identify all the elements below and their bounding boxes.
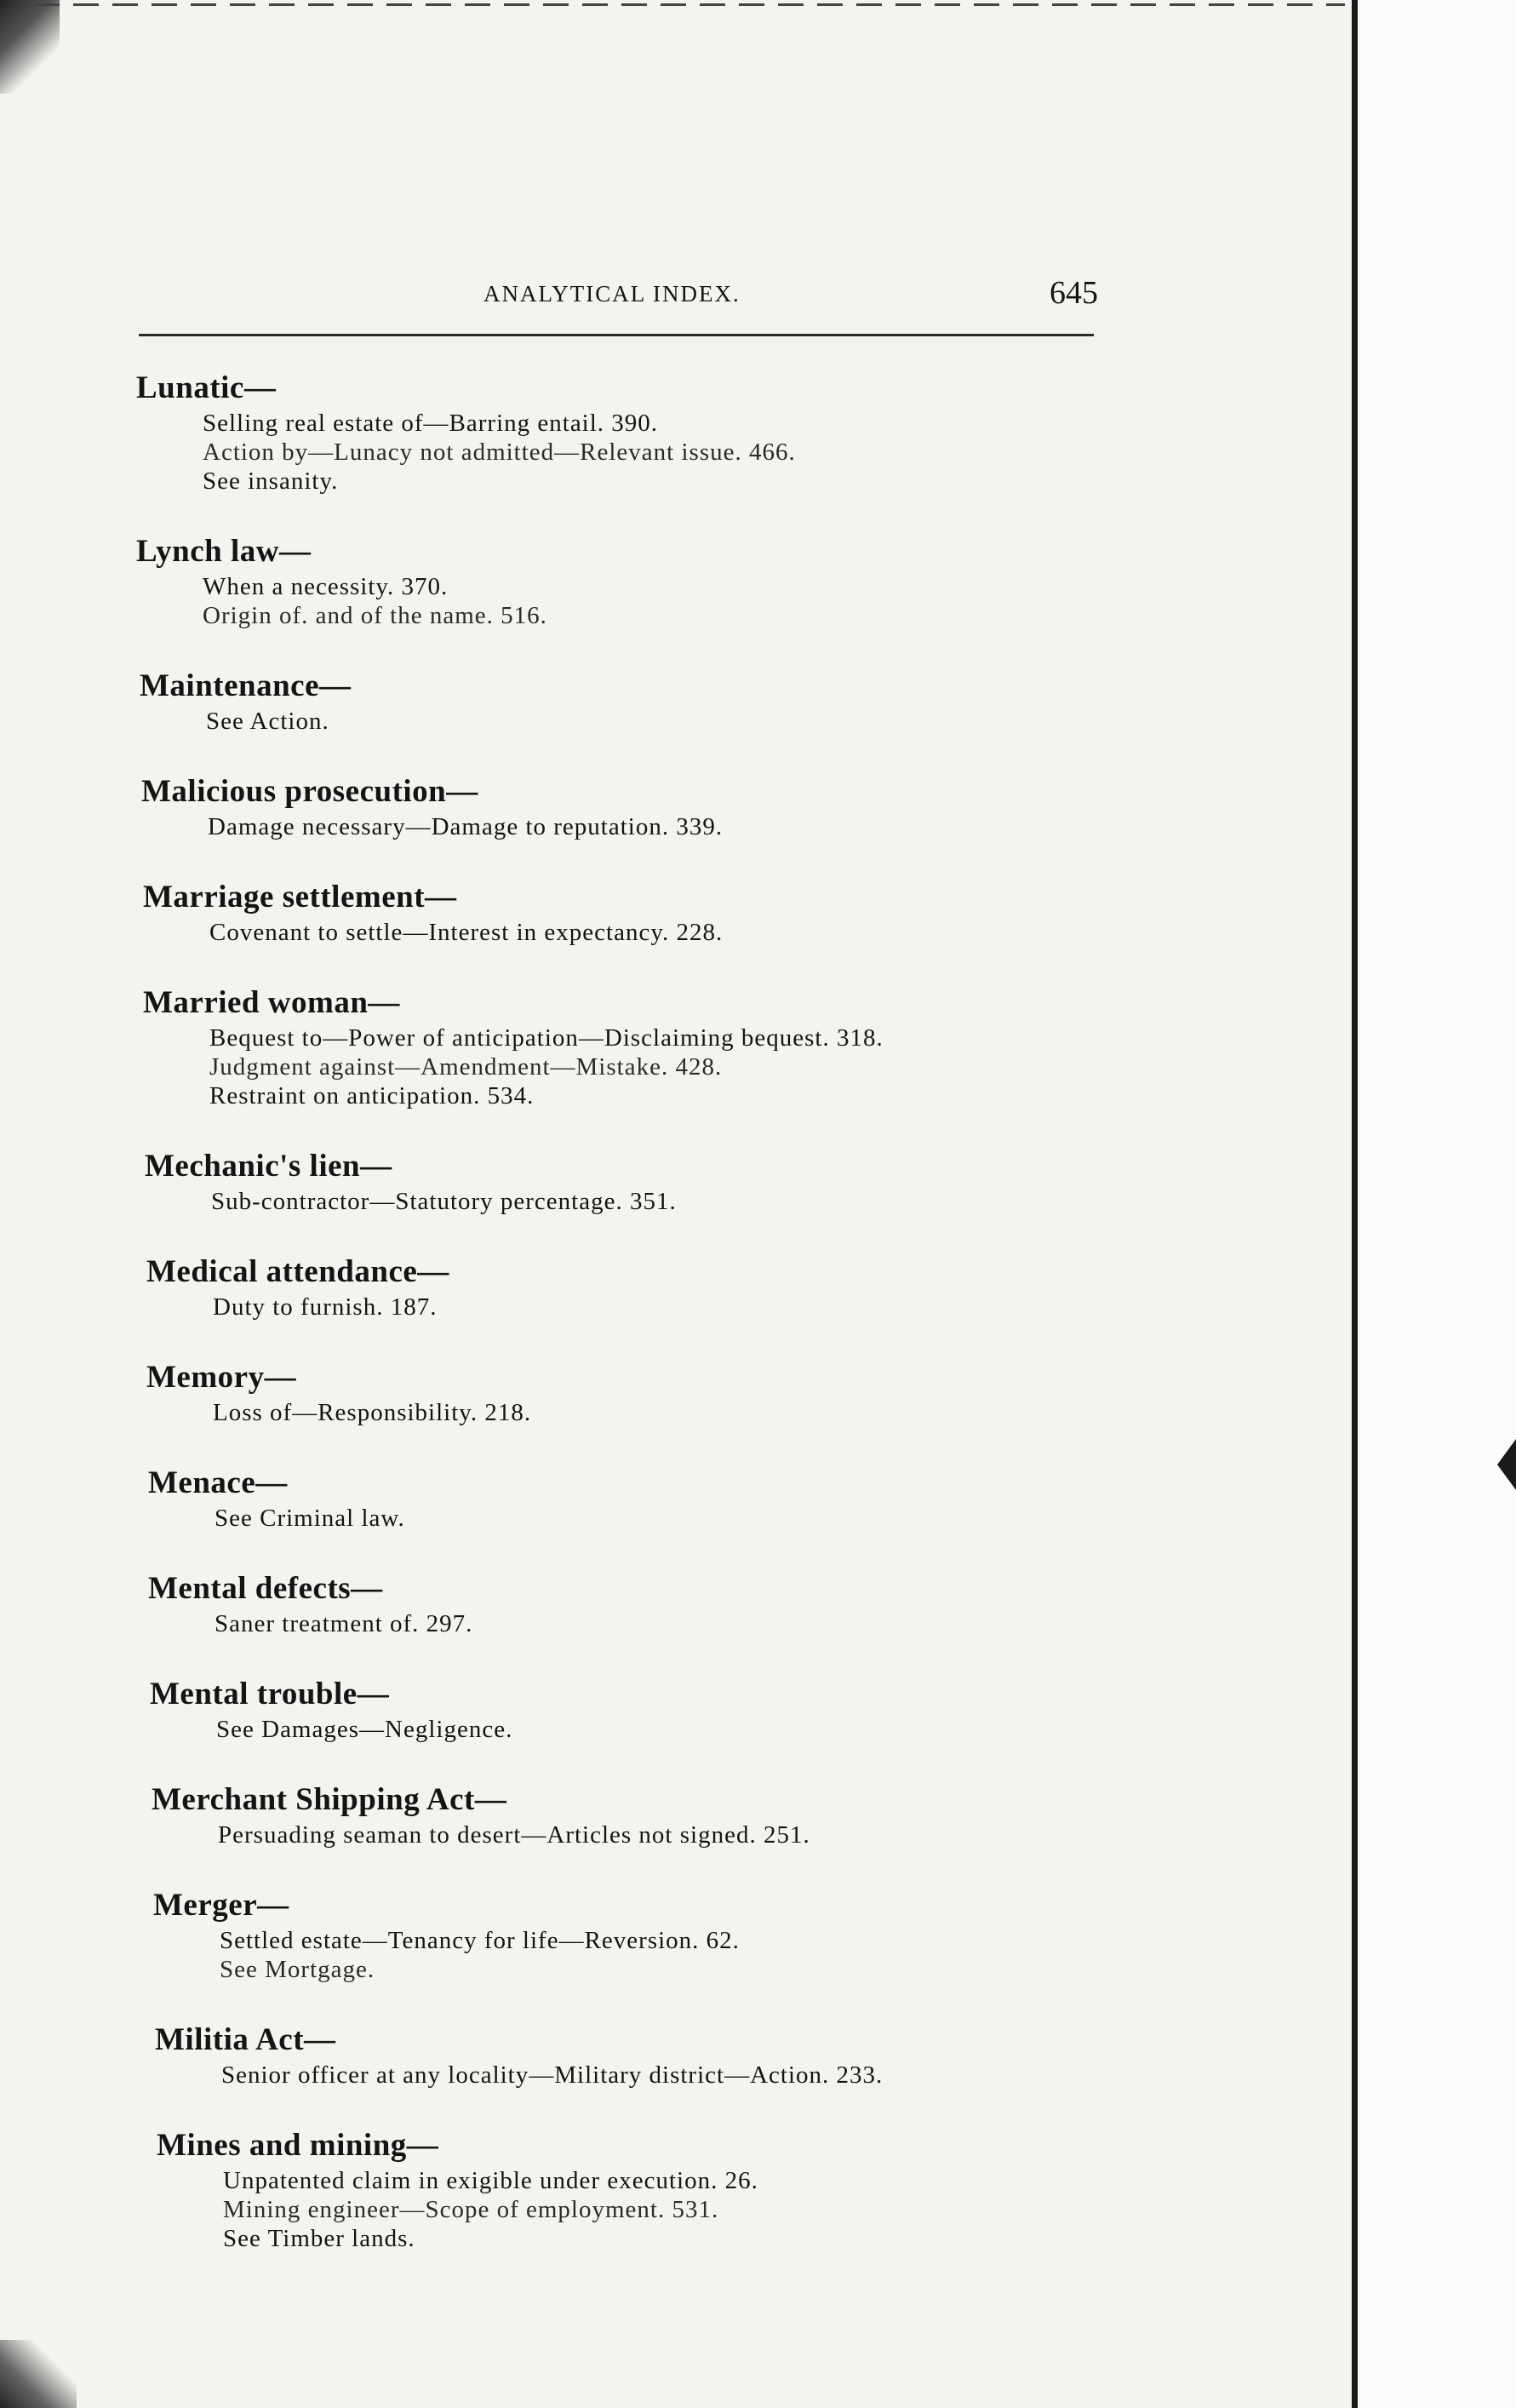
subentry-line: See Mortgage. [220, 1956, 375, 1983]
subentry-line: Saner treatment of. 297. [215, 1610, 473, 1637]
page-edge-margin [1352, 0, 1516, 2408]
entry-subentries [215, 1609, 1107, 1638]
subentry-line: See Action. [206, 708, 329, 735]
subentry-line: Mining engineer—Scope of employment. 531. [223, 2196, 719, 2223]
entry-subentries [221, 2061, 1107, 2090]
subentry-line: Restraint on anticipation. 534. [209, 1082, 535, 1109]
subentry-line: See Damages—Negligence. [216, 1716, 513, 1743]
entry-heading: Maintenance— [140, 668, 352, 703]
page-number: 645 [1050, 275, 1098, 311]
entry-subentries [218, 1820, 1107, 1849]
index-entry [143, 877, 1107, 947]
index-entry [136, 531, 1107, 630]
header-rule [139, 334, 1094, 336]
subentry-line: Action by—Lunacy not admitted—Relevant issue. 466. [203, 439, 796, 466]
entry-heading: Mental trouble— [150, 1677, 390, 1711]
entry-subentries [209, 918, 1107, 947]
entry-subentries [203, 572, 1107, 630]
index-entry [157, 2125, 1107, 2253]
index-entry [155, 2020, 1107, 2090]
entry-subentries [206, 707, 1107, 736]
subentry-line: Bequest to—Power of anticipation—Disclaiming bequest. 318. [209, 1024, 884, 1052]
subentry-line: Sub-contractor—Statutory percentage. 351. [211, 1188, 677, 1215]
subentry-line: See Timber lands. [223, 2225, 415, 2252]
entry-subentries [216, 1715, 1107, 1744]
subentry-line: Judgment against—Amendment—Mistake. 428. [209, 1053, 723, 1081]
entry-subentries [209, 1023, 1107, 1110]
running-title: ANALYTICAL INDEX. [483, 281, 741, 307]
index-entry [146, 1252, 1107, 1322]
entry-subentries [223, 2166, 1107, 2253]
scan-corner-shadow [0, 0, 60, 94]
subentry-line: Damage necessary—Damage to reputation. 339. [208, 813, 724, 840]
subentry-line: Unpatented claim in exigible under execution. 26. [223, 2167, 758, 2194]
index-entry [140, 666, 1107, 736]
entry-subentries [213, 1293, 1107, 1322]
subentry-line: Duty to furnish. 187. [213, 1293, 438, 1321]
entry-subentries [215, 1504, 1107, 1533]
entry-heading: Lunatic— [136, 370, 277, 405]
index-entry [148, 1568, 1107, 1638]
subentry-line: Origin of. and of the name. 516. [203, 602, 547, 629]
subentry-line: See Criminal law. [215, 1505, 405, 1532]
entry-heading: Married woman— [143, 985, 400, 1020]
entry-heading: Lynch law— [136, 534, 312, 569]
index-entry [148, 1463, 1107, 1533]
index-list [136, 368, 1107, 2289]
index-entry [143, 983, 1107, 1110]
entry-heading: Marriage settlement— [143, 880, 457, 914]
entry-heading: Militia Act— [155, 2022, 336, 2057]
index-entry [136, 368, 1107, 496]
entry-subentries [203, 409, 1107, 496]
page-edge-notch [1497, 1439, 1516, 1490]
index-entry [146, 1357, 1107, 1427]
subentry-line: Selling real estate of—Barring entail. 390. [203, 410, 659, 437]
entry-heading: Mechanic's lien— [145, 1149, 392, 1184]
subentry-line: Loss of—Responsibility. 218. [213, 1399, 532, 1426]
entry-heading: Merger— [153, 1888, 289, 1923]
subentry-line: When a necessity. 370. [203, 573, 449, 600]
scan-corner-shadow-bottom [0, 2340, 77, 2408]
entry-heading: Malicious prosecution— [141, 774, 478, 809]
entry-subentries [208, 812, 1107, 841]
entry-heading: Medical attendance— [146, 1254, 449, 1289]
entry-heading: Menace— [148, 1465, 288, 1500]
subentry-line: Senior officer at any locality—Military district—Action. 233. [221, 2061, 884, 2089]
index-entry [141, 771, 1107, 841]
index-entry [153, 1885, 1107, 1984]
entry-heading: Mental defects— [148, 1571, 383, 1606]
subentry-line: Settled estate—Tenancy for life—Reversion. 62. [220, 1927, 740, 1954]
subentry-line: Persuading seaman to desert—Articles not signed. 251. [218, 1821, 810, 1849]
index-entry [150, 1674, 1107, 1744]
index-entry [152, 1780, 1107, 1849]
entry-heading: Memory— [146, 1360, 297, 1395]
entry-subentries [213, 1398, 1107, 1427]
entry-heading: Mines and mining— [157, 2128, 439, 2163]
entry-subentries [220, 1926, 1107, 1984]
top-edge-rule [34, 3, 1345, 6]
subentry-line: See insanity. [203, 467, 339, 495]
subentry-line: Covenant to settle—Interest in expectancy. 228. [209, 919, 724, 946]
entry-heading: Merchant Shipping Act— [152, 1782, 507, 1817]
index-entry [145, 1146, 1107, 1216]
page-header [136, 274, 1098, 325]
entry-subentries [211, 1187, 1107, 1216]
